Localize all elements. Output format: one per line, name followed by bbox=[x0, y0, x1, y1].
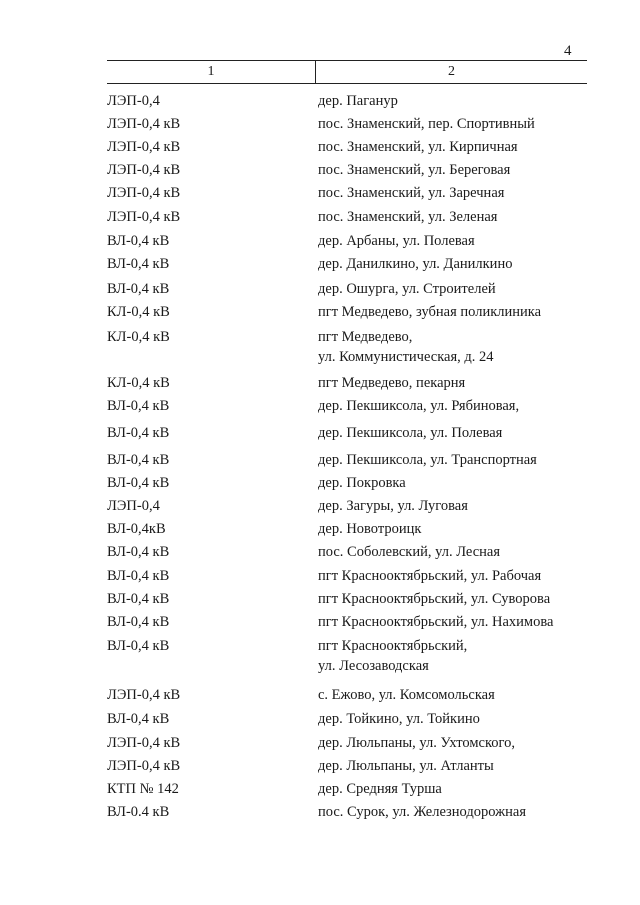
line-type-cell: ЛЭП-0,4 кВ bbox=[107, 209, 181, 225]
location-line: пос. Сурок, ул. Железнодорожная bbox=[318, 804, 527, 820]
location-line: дер. Данилкино, ул. Данилкино bbox=[318, 256, 513, 272]
location-cell bbox=[318, 709, 618, 729]
location-cell bbox=[318, 231, 618, 251]
line-type-cell: ВЛ-0,4 кВ bbox=[107, 475, 170, 491]
location-line: ул. Коммунистическая, д. 24 bbox=[318, 349, 494, 365]
location-cell bbox=[318, 279, 618, 299]
location-line: ул. Лесозаводская bbox=[318, 658, 429, 674]
location-line: пос. Знаменский, ул. Береговая bbox=[318, 162, 511, 178]
location-cell bbox=[318, 542, 618, 562]
location-cell bbox=[318, 373, 618, 393]
line-type-cell: ЛЭП-0,4 кВ bbox=[107, 139, 181, 155]
column-header-1: 1 bbox=[207, 64, 215, 79]
location-cell bbox=[318, 612, 618, 632]
location-line: пос. Соболевский, ул. Лесная bbox=[318, 544, 501, 560]
location-line: дер. Арбаны, ул. Полевая bbox=[318, 233, 475, 249]
location-line: дер. Загуры, ул. Луговая bbox=[318, 498, 468, 514]
location-line: пос. Знаменский, ул. Зеленая bbox=[318, 209, 498, 225]
location-line: дер. Пекшиксола, ул. Транспортная bbox=[318, 452, 537, 468]
page-number: 4 bbox=[564, 43, 572, 59]
line-type-cell: ВЛ-0,4 кВ bbox=[107, 544, 170, 560]
location-cell bbox=[318, 733, 618, 753]
line-type-cell: ЛЭП-0,4 кВ bbox=[107, 116, 181, 132]
line-type-cell: ВЛ-0,4 кВ bbox=[107, 452, 170, 468]
location-line: пос. Знаменский, пер. Спортивный bbox=[318, 116, 535, 132]
location-line: пгт Медведево, зубная поликлиника bbox=[318, 304, 542, 320]
location-cell bbox=[318, 183, 618, 203]
location-cell bbox=[318, 254, 618, 274]
location-line: пгт Краснооктябрьский, bbox=[318, 638, 468, 654]
line-type-cell: КЛ-0,4 кВ bbox=[107, 304, 170, 320]
location-cell bbox=[318, 302, 618, 322]
location-line: с. Ежово, ул. Комсомольская bbox=[318, 687, 495, 703]
location-cell bbox=[318, 396, 618, 416]
location-line: дер. Покровка bbox=[318, 475, 406, 491]
line-type-cell: ВЛ-0,4 кВ bbox=[107, 638, 170, 654]
location-line: пгт Краснооктябрьский, ул. Нахимова bbox=[318, 614, 554, 630]
line-type-cell: ВЛ-0,4 кВ bbox=[107, 568, 170, 584]
location-cell bbox=[318, 473, 618, 493]
line-type-cell: ЛЭП-0,4 кВ bbox=[107, 758, 181, 774]
line-type-cell: КЛ-0,4 кВ bbox=[107, 329, 170, 345]
location-line: дер. Люльпаны, ул. Атланты bbox=[318, 758, 494, 774]
line-type-cell: ВЛ-0,4 кВ bbox=[107, 614, 170, 630]
location-cell bbox=[318, 636, 618, 676]
line-type-cell: ВЛ-0,4 кВ bbox=[107, 425, 170, 441]
location-cell bbox=[318, 566, 618, 586]
line-type-cell: ВЛ-0,4 кВ bbox=[107, 398, 170, 414]
line-type-cell: ВЛ-0,4 кВ bbox=[107, 591, 170, 607]
location-cell bbox=[318, 756, 618, 776]
location-cell bbox=[318, 802, 618, 822]
location-line: пос. Знаменский, ул. Кирпичная bbox=[318, 139, 518, 155]
location-line: дер. Тойкино, ул. Тойкино bbox=[318, 711, 480, 727]
location-line: пгт Краснооктябрьский, ул. Суворова bbox=[318, 591, 551, 607]
location-cell bbox=[318, 519, 618, 539]
location-cell bbox=[318, 779, 618, 799]
location-line: дер. Пекшиксола, ул. Рябиновая, bbox=[318, 398, 520, 414]
line-type-cell: ВЛ-0.4 кВ bbox=[107, 804, 170, 820]
location-line: дер. Люльпаны, ул. Ухтомского, bbox=[318, 735, 515, 751]
line-type-cell: ЛЭП-0,4 bbox=[107, 93, 160, 109]
location-line: пос. Знаменский, ул. Заречная bbox=[318, 185, 505, 201]
line-type-cell: ЛЭП-0,4 кВ bbox=[107, 185, 181, 201]
location-cell bbox=[318, 91, 618, 111]
line-type-cell: КЛ-0,4 кВ bbox=[107, 375, 170, 391]
line-type-cell: ВЛ-0,4 кВ bbox=[107, 233, 170, 249]
line-type-cell: ЛЭП-0,4 кВ bbox=[107, 162, 181, 178]
location-line: дер. Паганур bbox=[318, 93, 398, 109]
location-line: пгт Медведево, пекарня bbox=[318, 375, 466, 391]
location-cell bbox=[318, 423, 618, 443]
column-header-2: 2 bbox=[448, 64, 455, 79]
location-line: пгт Краснооктябрьский, ул. Рабочая bbox=[318, 568, 542, 584]
line-type-cell: ВЛ-0,4 кВ bbox=[107, 256, 170, 272]
line-type-cell: КТП № 142 bbox=[107, 781, 179, 797]
location-cell bbox=[318, 496, 618, 516]
location-line: дер. Средняя Турша bbox=[318, 781, 442, 797]
location-cell bbox=[318, 114, 618, 134]
location-cell bbox=[318, 137, 618, 157]
location-line: дер. Пекшиксола, ул. Полевая bbox=[318, 425, 503, 441]
table-header bbox=[107, 60, 587, 84]
line-type-cell: ЛЭП-0,4 bbox=[107, 498, 160, 514]
line-type-cell: ВЛ-0,4 кВ bbox=[107, 711, 170, 727]
location-cell bbox=[318, 589, 618, 609]
location-cell bbox=[318, 327, 618, 367]
line-type-cell: ВЛ-0,4кВ bbox=[107, 521, 166, 537]
location-line: дер. Новотроицк bbox=[318, 521, 422, 537]
location-line: пгт Медведево, bbox=[318, 329, 413, 345]
location-line: дер. Ошурга, ул. Строителей bbox=[318, 281, 496, 297]
line-type-cell: ЛЭП-0,4 кВ bbox=[107, 687, 181, 703]
location-cell bbox=[318, 207, 618, 227]
location-cell bbox=[318, 450, 618, 470]
location-cell bbox=[318, 685, 618, 705]
line-type-cell: ВЛ-0,4 кВ bbox=[107, 281, 170, 297]
location-cell bbox=[318, 160, 618, 180]
line-type-cell: ЛЭП-0,4 кВ bbox=[107, 735, 181, 751]
